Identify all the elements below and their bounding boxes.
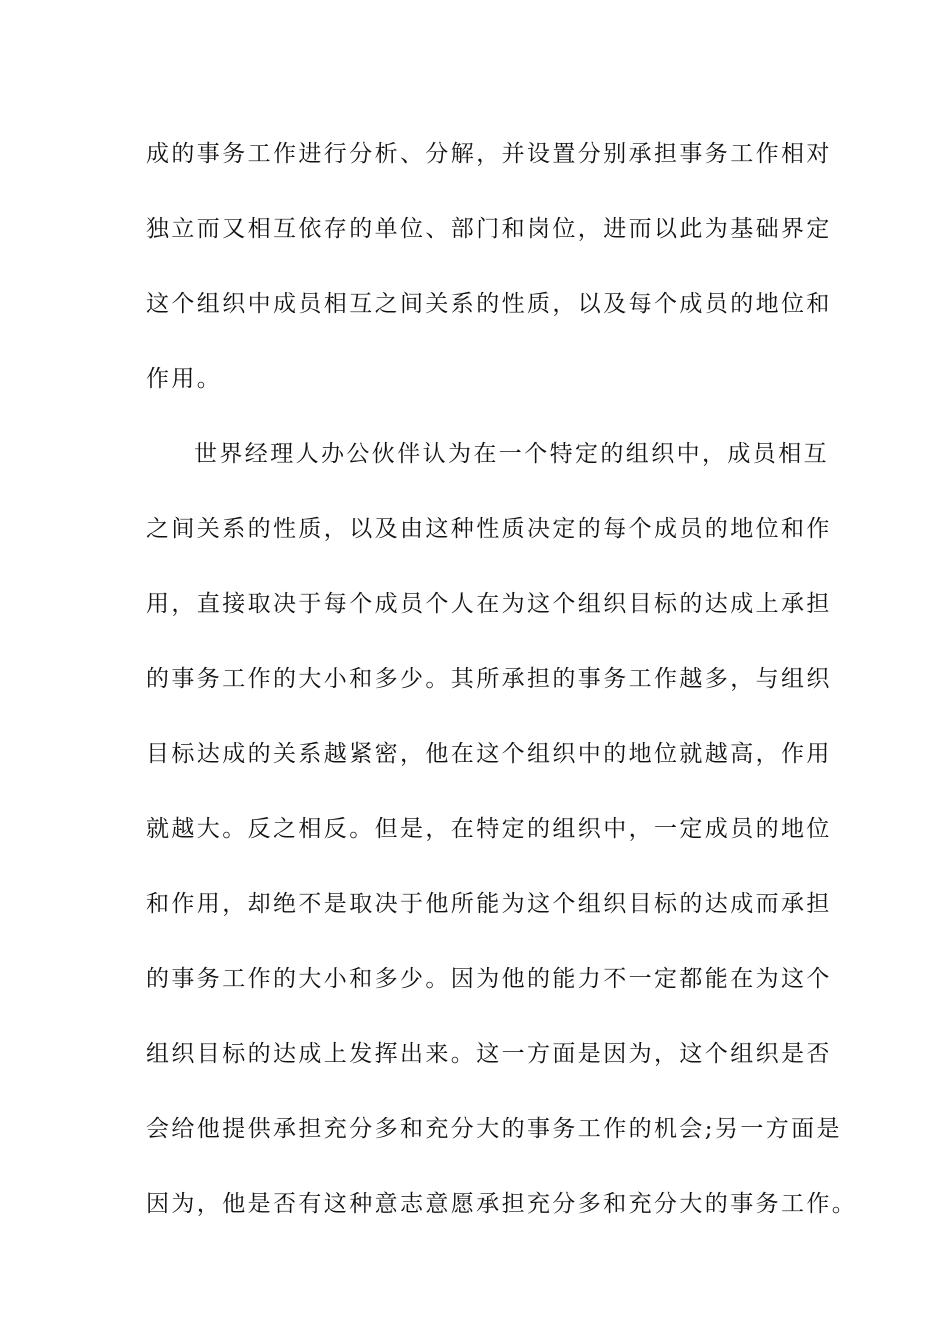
text-line: 因为，他是否有这种意志意愿承担充分多和充分大的事务工作。 [146,1191,858,1217]
text-line: 这个组织中成员相互之间关系的性质，以及每个成员的地位和 [146,291,832,317]
text-line: 会给他提供承担充分多和充分大的事务工作的机会;另一方面是 [146,1116,842,1142]
text-line: 的事务工作的大小和多少。因为他的能力不一定都能在为这个 [146,966,832,992]
text-line: 用，直接取决于每个成员个人在为这个组织目标的达成上承担 [146,591,832,617]
text-line: 和作用，却绝不是取决于他所能为这个组织目标的达成而承担 [146,891,832,917]
text-line: 之间关系的性质，以及由这种性质决定的每个成员的地位和作 [146,516,832,542]
text-line: 组织目标的达成上发挥出来。这一方面是因为，这个组织是否 [146,1041,832,1067]
text-line: 成的事务工作进行分析、分解，并设置分别承担事务工作相对 [146,141,832,167]
text-line: 的事务工作的大小和多少。其所承担的事务工作越多，与组织 [146,666,832,692]
text-line: 目标达成的关系越紧密，他在这个组织中的地位就越高，作用 [146,741,832,767]
paragraph-first-line: 世界经理人办公伙伴认为在一个特定的组织中，成员相互 [194,441,829,467]
text-line: 独立而又相互依存的单位、部门和岗位，进而以此为基础界定 [146,216,832,242]
text-line: 作用。 [146,366,223,392]
text-line: 就越大。反之相反。但是，在特定的组织中，一定成员的地位 [146,816,832,842]
